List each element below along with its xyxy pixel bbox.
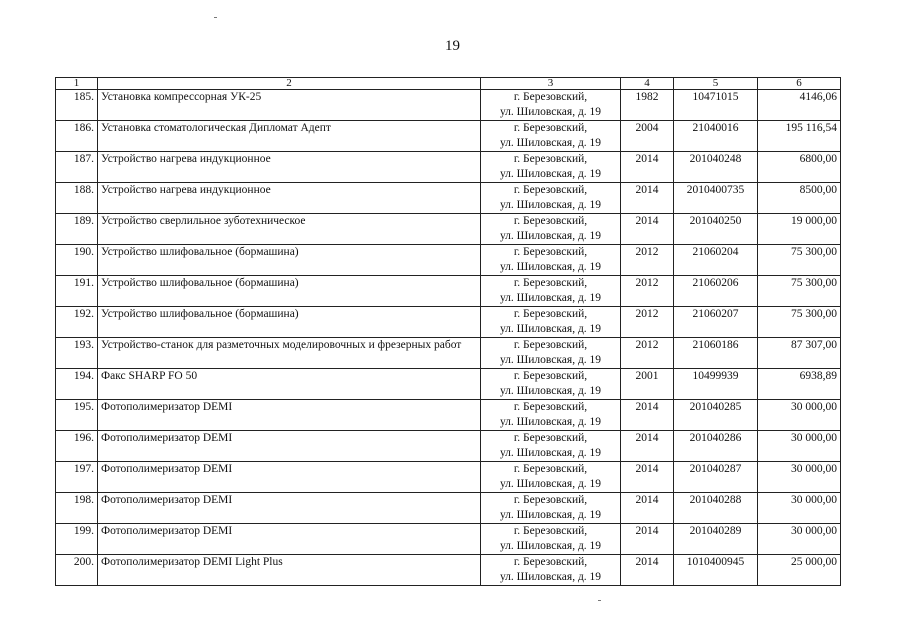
address-street: ул. Шиловская, д. 19 <box>499 508 602 521</box>
address-street: ул. Шиловская, д. 19 <box>499 446 602 459</box>
item-cost: 6800,00 <box>758 152 841 183</box>
header-row <box>56 78 841 90</box>
table-body <box>56 90 841 586</box>
item-name: Фотополимеризатор DEMI <box>98 524 481 555</box>
address-city: г. Березовский, <box>513 215 588 227</box>
address-street: ул. Шиловская, д. 19 <box>499 570 602 583</box>
table-row <box>56 369 841 400</box>
table-row <box>56 245 841 276</box>
page-number: 19 <box>445 38 460 54</box>
table-row <box>56 555 841 586</box>
row-number: 191. <box>56 276 98 307</box>
address-city: г. Березовский, <box>513 122 588 134</box>
inventory-number: 201040289 <box>674 524 758 555</box>
item-name: Установка компрессорная УК-25 <box>98 90 481 121</box>
item-address <box>481 245 621 276</box>
item-address <box>481 307 621 338</box>
item-name: Фотополимеризатор DEMI Light Plus <box>98 555 481 586</box>
item-year: 2014 <box>621 214 674 245</box>
row-number: 200. <box>56 555 98 586</box>
inventory-number: 201040286 <box>674 431 758 462</box>
address-city: г. Березовский, <box>513 401 588 413</box>
item-address <box>481 400 621 431</box>
table-row <box>56 400 841 431</box>
row-number: 195. <box>56 400 98 431</box>
address-city: г. Березовский, <box>513 246 588 258</box>
item-name: Устройство-станок для разметочных моделировочных и фрезерных работ <box>98 338 481 369</box>
address-city: г. Березовский, <box>513 277 588 289</box>
table-row <box>56 276 841 307</box>
item-year: 2014 <box>621 493 674 524</box>
item-address <box>481 431 621 462</box>
item-year: 2012 <box>621 307 674 338</box>
item-address <box>481 462 621 493</box>
table-row <box>56 183 841 214</box>
item-year: 2014 <box>621 183 674 214</box>
inventory-number: 21060186 <box>674 338 758 369</box>
item-cost: 75 300,00 <box>758 276 841 307</box>
row-number: 189. <box>56 214 98 245</box>
table-row <box>56 493 841 524</box>
item-year: 2014 <box>621 431 674 462</box>
item-address <box>481 276 621 307</box>
row-number: 185. <box>56 90 98 121</box>
item-name: Фотополимеризатор DEMI <box>98 493 481 524</box>
inventory-number: 2010400735 <box>674 183 758 214</box>
item-cost: 8500,00 <box>758 183 841 214</box>
item-name: Устройство сверлильное зуботехническое <box>98 214 481 245</box>
item-address <box>481 121 621 152</box>
item-address <box>481 524 621 555</box>
item-address <box>481 183 621 214</box>
item-name: Устройство шлифовальное (бормашина) <box>98 307 481 338</box>
column-header: 1 <box>56 78 98 90</box>
inventory-number: 10471015 <box>674 90 758 121</box>
address-street: ул. Шиловская, д. 19 <box>499 415 602 428</box>
address-street: ул. Шиловская, д. 19 <box>499 105 602 118</box>
address-city: г. Березовский, <box>513 370 588 382</box>
item-year: 2012 <box>621 245 674 276</box>
column-header: 3 <box>481 78 621 90</box>
inventory-number: 21060206 <box>674 276 758 307</box>
item-name: Устройство шлифовальное (бормашина) <box>98 245 481 276</box>
row-number: 187. <box>56 152 98 183</box>
address-city: г. Березовский, <box>513 494 588 506</box>
row-number: 198. <box>56 493 98 524</box>
scan-speck <box>214 17 217 18</box>
item-year: 1982 <box>621 90 674 121</box>
row-number: 199. <box>56 524 98 555</box>
address-city: г. Березовский, <box>513 91 588 103</box>
address-street: ул. Шиловская, д. 19 <box>499 322 602 335</box>
column-header: 5 <box>674 78 758 90</box>
row-number: 188. <box>56 183 98 214</box>
address-street: ул. Шиловская, д. 19 <box>499 198 602 211</box>
address-street: ул. Шиловская, д. 19 <box>499 260 602 273</box>
item-name: Устройство нагрева индукционное <box>98 152 481 183</box>
item-name: Фотополимеризатор DEMI <box>98 462 481 493</box>
item-cost: 30 000,00 <box>758 431 841 462</box>
item-cost: 30 000,00 <box>758 400 841 431</box>
inventory-number: 201040288 <box>674 493 758 524</box>
inventory-number: 201040285 <box>674 400 758 431</box>
item-address <box>481 369 621 400</box>
item-year: 2014 <box>621 555 674 586</box>
inventory-number: 21060204 <box>674 245 758 276</box>
table-row <box>56 462 841 493</box>
address-street: ул. Шиловская, д. 19 <box>499 229 602 242</box>
item-cost: 4146,06 <box>758 90 841 121</box>
row-number: 190. <box>56 245 98 276</box>
table-row <box>56 307 841 338</box>
inventory-table <box>55 77 841 586</box>
item-cost: 30 000,00 <box>758 524 841 555</box>
address-city: г. Березовский, <box>513 184 588 196</box>
inventory-number: 21060207 <box>674 307 758 338</box>
item-cost: 25 000,00 <box>758 555 841 586</box>
item-cost: 195 116,54 <box>758 121 841 152</box>
item-cost: 30 000,00 <box>758 493 841 524</box>
column-header: 6 <box>758 78 841 90</box>
item-cost: 75 300,00 <box>758 307 841 338</box>
item-address <box>481 338 621 369</box>
item-year: 2004 <box>621 121 674 152</box>
inventory-number: 10499939 <box>674 369 758 400</box>
item-year: 2014 <box>621 524 674 555</box>
table-row <box>56 524 841 555</box>
column-header: 2 <box>98 78 481 90</box>
address-city: г. Березовский, <box>513 525 588 537</box>
table-row <box>56 121 841 152</box>
item-address <box>481 493 621 524</box>
item-address <box>481 90 621 121</box>
row-number: 196. <box>56 431 98 462</box>
item-address <box>481 555 621 586</box>
item-name: Устройство нагрева индукционное <box>98 183 481 214</box>
address-city: г. Березовский, <box>513 339 588 351</box>
item-cost: 6938,89 <box>758 369 841 400</box>
item-name: Установка стоматологическая Дипломат Адепт <box>98 121 481 152</box>
address-street: ул. Шиловская, д. 19 <box>499 136 602 149</box>
row-number: 194. <box>56 369 98 400</box>
item-cost: 87 307,00 <box>758 338 841 369</box>
row-number: 192. <box>56 307 98 338</box>
item-name: Устройство шлифовальное (бормашина) <box>98 276 481 307</box>
address-street: ул. Шиловская, д. 19 <box>499 167 602 180</box>
inventory-number: 201040248 <box>674 152 758 183</box>
row-number: 197. <box>56 462 98 493</box>
inventory-number: 21040016 <box>674 121 758 152</box>
table-header <box>56 78 841 90</box>
inventory-number: 201040250 <box>674 214 758 245</box>
inventory-number: 1010400945 <box>674 555 758 586</box>
row-number: 193. <box>56 338 98 369</box>
table-row <box>56 90 841 121</box>
address-city: г. Березовский, <box>513 432 588 444</box>
address-street: ул. Шиловская, д. 19 <box>499 353 602 366</box>
table-row <box>56 431 841 462</box>
item-cost: 75 300,00 <box>758 245 841 276</box>
address-city: г. Березовский, <box>513 153 588 165</box>
address-street: ул. Шиловская, д. 19 <box>499 384 602 397</box>
item-year: 2014 <box>621 462 674 493</box>
address-city: г. Березовский, <box>513 463 588 475</box>
inventory-number: 201040287 <box>674 462 758 493</box>
column-header: 4 <box>621 78 674 90</box>
item-name: Фотополимеризатор DEMI <box>98 400 481 431</box>
item-year: 2012 <box>621 338 674 369</box>
item-name: Факс SHARP FO 50 <box>98 369 481 400</box>
table-row <box>56 214 841 245</box>
item-cost: 19 000,00 <box>758 214 841 245</box>
address-city: г. Березовский, <box>513 556 588 568</box>
item-cost: 30 000,00 <box>758 462 841 493</box>
address-street: ул. Шиловская, д. 19 <box>499 477 602 490</box>
item-name: Фотополимеризатор DEMI <box>98 431 481 462</box>
table-row <box>56 152 841 183</box>
item-year: 2001 <box>621 369 674 400</box>
item-address <box>481 214 621 245</box>
item-year: 2014 <box>621 400 674 431</box>
address-street: ул. Шиловская, д. 19 <box>499 539 602 552</box>
address-city: г. Березовский, <box>513 308 588 320</box>
scan-speck <box>598 600 601 601</box>
table-row <box>56 338 841 369</box>
address-street: ул. Шиловская, д. 19 <box>499 291 602 304</box>
item-year: 2014 <box>621 152 674 183</box>
item-year: 2012 <box>621 276 674 307</box>
item-address <box>481 152 621 183</box>
row-number: 186. <box>56 121 98 152</box>
